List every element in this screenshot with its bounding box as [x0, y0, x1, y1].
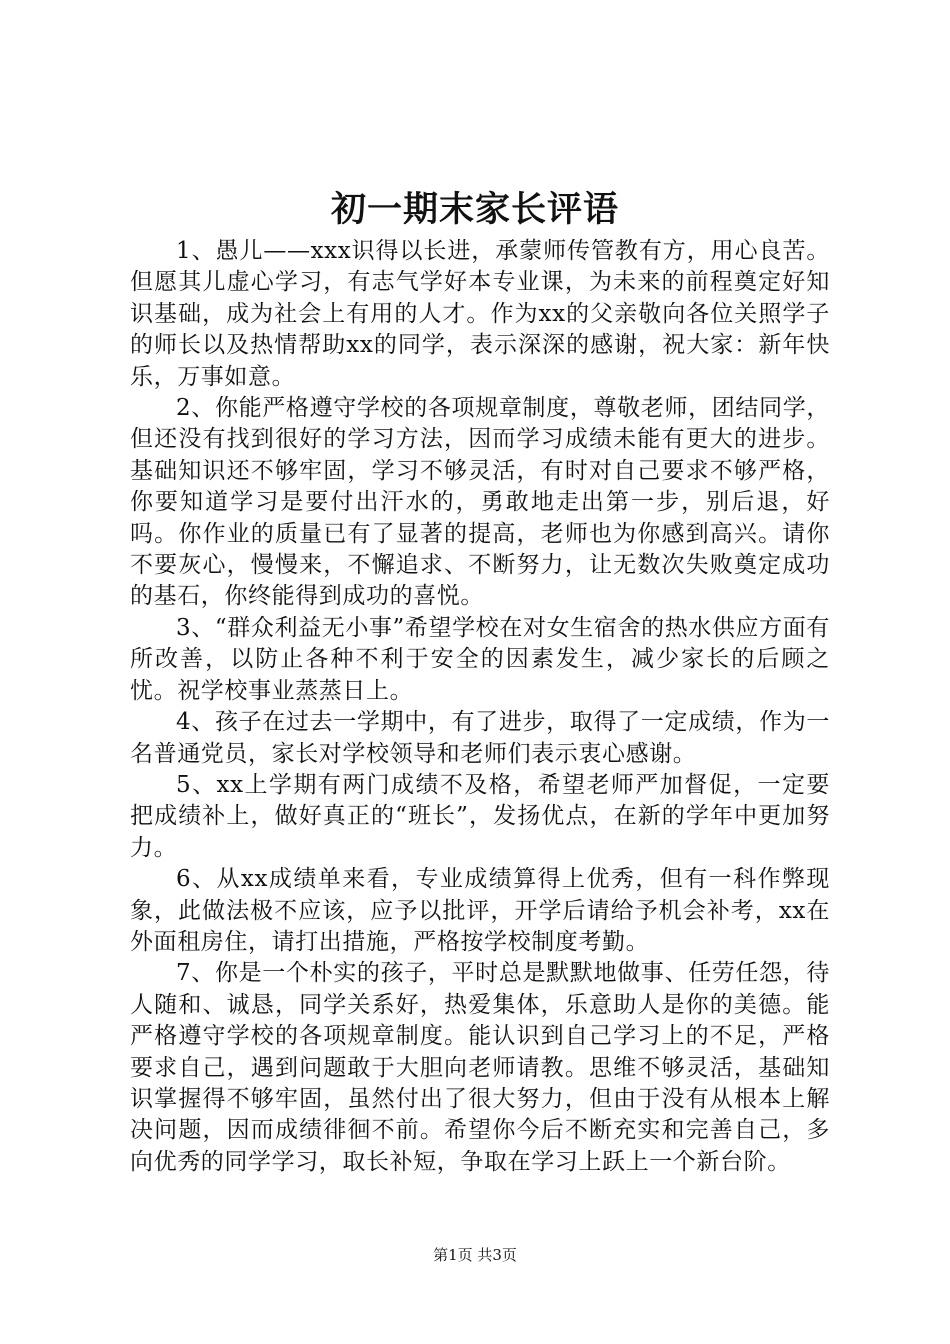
page-footer: 第1页 共3页: [433, 1246, 517, 1264]
document-body: [130, 236, 830, 1178]
paragraph-2: 2、你能严格遵守学校的各项规章制度，尊敬老师，团结同学，但还没有找到很好的学习方法，因而学习成绩未能有更大的进步。基础知识还不够牢固，学习不够灵活，有时对自己要求不够严格，你要知道学习是要付出汗水的，勇敢地走出第一步，别后退，好吗。你作业的质量已有了显著的提高，老师也为你感到高兴。请你不要灰心，慢慢来，不懈追求、不断努力，让无数次失败奠定成功的基石，你终能得到成功的喜悦。: [130, 395, 830, 610]
paragraph-7: 7、你是一个朴实的孩子，平时总是默默地做事、任劳任怨，待人随和、诚恳，同学关系好，热爱集体，乐意助人是你的美德。能严格遵守学校的各项规章制度。能认识到自己学习上的不足，严格要求自己，遇到问题敢于大胆向老师请教。思维不够灵活，基础知识掌握得不够牢固，虽然付出了很大努力，但由于没有从根本上解决问题，因而成绩徘徊不前。希望你今后不断充实和完善自己，多向优秀的同学学习，取长补短，争取在学习上跃上一个新台阶。: [130, 960, 830, 1175]
paragraph-6: 6、从xx成绩单来看，专业成绩算得上优秀，但有一科作弊现象，此做法极不应该，应予以批评，开学后请给予机会补考，xx在外面租房住，请打出措施，严格按学校制度考勤。: [130, 866, 830, 955]
paragraph-3: 3、“群众利益无小事”希望学校在对女生宿舍的热水供应方面有所改善，以防止各种不利于安全的因素发生，减少家长的后顾之忧。祝学校事业蒸蒸日上。: [130, 614, 830, 704]
document-title: 初一期末家长评语: [330, 190, 619, 230]
paragraph-5: 5、xx上学期有两门成绩不及格，希望老师严加督促，一定要把成绩补上，做好真正的“班长”，发扬优点，在新的学年中更加努力。: [130, 771, 830, 861]
paragraph-4: 4、孩子在过去一学期中，有了进步，取得了一定成绩，作为一名普通党员，家长对学校领导和老师们表示衷心感谢。: [130, 709, 830, 767]
paragraph-1: 1、愚儿——xxx识得以长进，承蒙师传管教有方，用心良苦。但愿其儿虚心学习，有志气学好本专业课，为未来的前程奠定好知识基础，成为社会上有用的人才。作为xx的父亲敬向各位关照学子的师长以及热情帮助xx的同学，表示深深的感谢，祝大家：新年快乐，万事如意。: [130, 238, 830, 390]
